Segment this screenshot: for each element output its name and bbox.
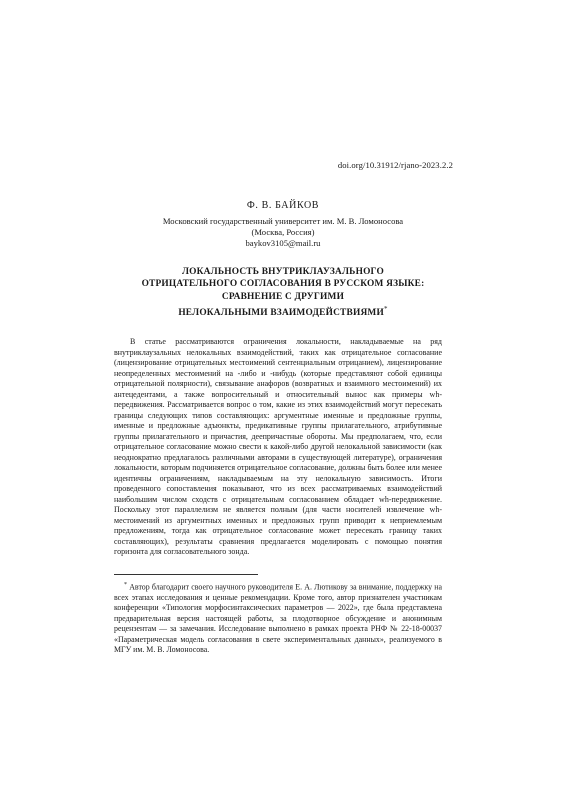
- footnote-separator: [114, 574, 258, 575]
- title-footnote-mark[interactable]: *: [383, 305, 388, 314]
- title-line-text: НЕЛОКАЛЬНЫМИ ВЗАИМОДЕЙСТВИЯМИ: [178, 308, 384, 319]
- footnote-text: Автор благодарит своего научного руководителя Е. А. Лютикову за внимание, поддержку на всех этапах исследования и ценные рекомендации. Кроме того, автор признателен участникам конференции «Типология морфосинтаксических параметров — 2022», где была представлена предварительная версия настоящей работы, за плодотворное обсуждение и анонимным рецензентам — за замечания. Исследование выполнено в рамках проекта РНФ № 22-18-00037 «Параметрическая модель согласования в свете экспериментальных данных», реализуемого в МГУ им. М. В. Ломоносова.: [114, 582, 442, 655]
- doi-link[interactable]: doi.org/10.31912/rjano-2023.2.2: [337, 160, 453, 170]
- title-line: ОТРИЦАТЕЛЬНОГО СОГЛАСОВАНИЯ В РУССКОМ ЯЗЫКЕ:: [141, 279, 425, 290]
- title-line-last: [0, 303, 566, 320]
- author-name: Ф. В. БАЙКОВ: [246, 200, 320, 211]
- title-line: СРАВНЕНИЕ С ДРУГИМИ: [221, 291, 345, 302]
- footnote-mark: *: [124, 582, 127, 588]
- title-line: ЛОКАЛЬНОСТЬ ВНУТРИКЛАУЗАЛЬНОГО: [182, 267, 384, 277]
- footnote: [114, 580, 442, 655]
- author-location: (Москва, Россия): [251, 227, 315, 237]
- abstract-paragraph: В статье рассматриваются ограничения локальности, накладываемые на ряд внутриклаузальных нелокальных взаимодействий, таких как отрицательное согласование (лицензирование отрицательных местоимений сентенциальным отрицанием), лицензирование неопределенных местоимений на -либо и -нибудь (которые представляют собой единицы отрицательной полярности), связывание анафоров (возвратных и взаимного местоимений) их антецедентами, а также вопросительный и относительный вынос как примеры wh-передвижения. Рассматривается вопрос о том, какие из этих взаимодействий могут пересекать границы следующих типов составляющих: аргументные именные и предложные группы, именные и предложные адъюнкты, предикативные группы прилагательного, атрибутивные группы прилагательного и причастия, деепричастные обороты. Мы предполагаем, что, если отрицательное согласование можно свести к какой-либо другой нелокальной зависимости (как неоднократно предлагалось различными авторами в существующей литературе), ограничения локальности, которым подчиняется отрицательное согласование, должны быть более или менее идентичны ограничениям, накладываемым на эту нелокальную зависимость. Итоги проведенного сопоставления показывают, что из всех рассматриваемых взаимодействий наибольшим числом сходств с отрицательным согласованием обладает wh-передвижение. Поскольку этот параллелизм не является полным (для части носителей извлечение wh-местоимений из аргументных именных и предложных групп приводит к неприемлемым предложениям, тогда как отрицательное согласование может пересекать границу таких составляющих), результаты сравнения предлагается моделировать с помощью понятия горизонта для согласовательного зонда.: [114, 337, 442, 556]
- author-affiliation: Московский государственный университет им. М. В. Ломоносова: [162, 216, 404, 226]
- author-email[interactable]: baykov3105@mail.ru: [245, 238, 321, 248]
- article-title: [0, 266, 566, 320]
